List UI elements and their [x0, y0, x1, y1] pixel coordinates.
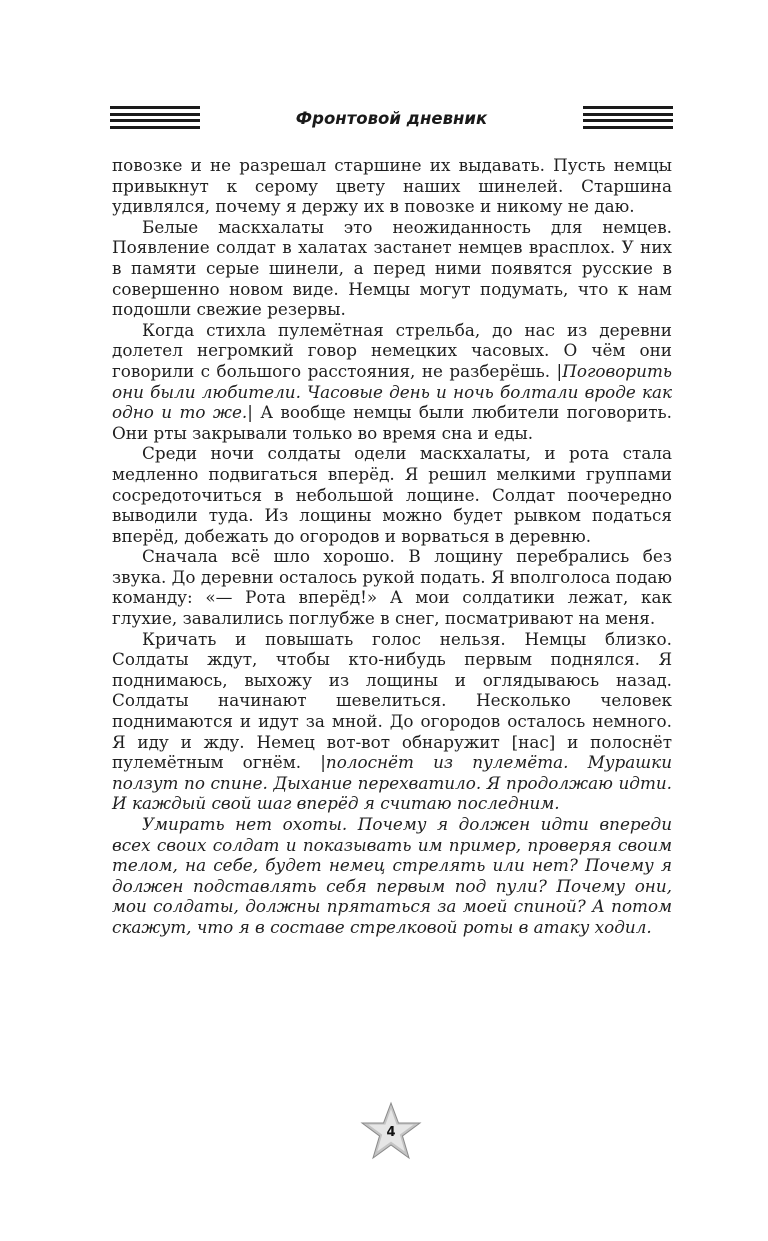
- page-folio: [359, 1101, 423, 1165]
- paragraph-3-continuation: А вообще немцы были любители поговорить. Они рты закрывали только во время сна и еды.: [112, 402, 672, 443]
- running-header: [110, 104, 673, 134]
- paragraph-6-text: Кричать и повышать голос нельзя. Немцы близко. Солдаты ждут, чтобы кто-нибудь первым поднялся. Я поднимаюсь, выхожу из лощины и оглядываюсь назад. Солдаты начинают шевелиться. Несколько человек поднимаются и идут за мной. До огородов осталось немного. Я иду и жду. Немец вот-вот обнаружит [нас] и полоснёт пулемётным огнём. |: [112, 628, 672, 773]
- page-number: 4: [386, 1125, 396, 1140]
- paragraph-4: Среди ночи солдаты одели маскхалаты, и рота стала медленно подвигаться вперёд. Я решил мелкими группами сосредоточиться в небольшой лощине. Солдат поочередно выводили туда. Из лощины можно будет рывком податься вперёд, добежать до огородов и ворваться в деревню.: [112, 443, 672, 546]
- page-body: [112, 155, 672, 938]
- paragraph-1: повозке и не разрешал старшине их выдавать. Пусть немцы привыкнут к серому цвету наших шинелей. Старшина удивлялся, почему я держу их в повозке и никому не даю.: [112, 155, 672, 217]
- paragraph-2: Белые маскхалаты это неожиданность для немцев. Появление солдат в халатах застанет немцев врасплох. У них в памяти серые шинели, а перед ними появятся русские в совершенно новом виде. Немцы могут подумать, что к нам подошли свежие резервы.: [112, 216, 672, 320]
- header-stripes-left: [110, 106, 200, 132]
- header-stripes-right: [583, 106, 673, 132]
- paragraph-3: [112, 320, 672, 444]
- paragraph-3-insertion: Поговорить они были любители. Часовые день и ночь болтали вроде как одно и то же.|: [112, 360, 672, 423]
- paragraph-3-text: Когда стихла пулемётная стрельба, до нас из деревни долетел негромкий говор немецких часовых. О чём они говорили с большого расстояния, не разберёшь. |: [112, 319, 672, 381]
- paragraph-5: Сначала всё шло хорошо. В лощину перебрались без звука. До деревни осталось рукой подать. Я вполголоса подаю команду: «— Рота вперёд!» А мои солдатики лежат, как глухие, завалились поглубже в снег, посматривают на меня.: [112, 546, 672, 629]
- paragraph-7: Умирать нет охоты. Почему я должен идти впереди всех своих солдат и показывать им пример, проверяя своим телом, на себе, будет немец стрелять или нет? Почему я должен подставлять себя первым под пули? Почему они, мои солдаты, должны прятаться за моей спиной? А потом скажут, что я в составе стрелковой роты в атаку ходил.: [112, 814, 672, 937]
- paragraph-6-insertion: полоснёт из пулемёта. Мурашки ползут по спине. Дыхание перехватило. Я продолжаю идти. И каждый свой шаг вперёд я считаю последним.: [112, 752, 673, 814]
- paragraph-6: [112, 629, 672, 814]
- running-title: Фронтовой дневник: [295, 109, 488, 128]
